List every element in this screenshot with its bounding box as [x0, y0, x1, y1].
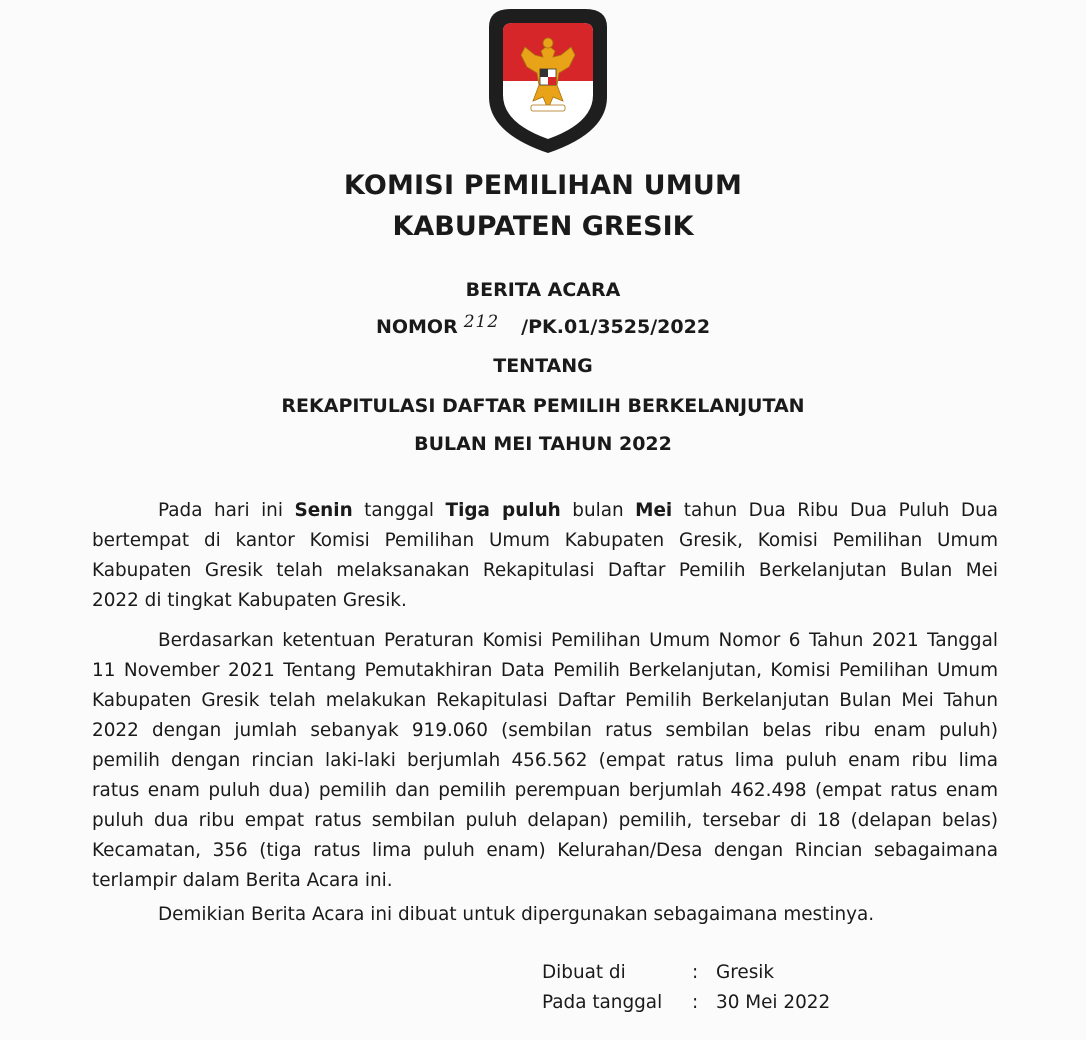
paragraph-details [92, 626, 998, 896]
paragraph-line: Kabupaten Gresik telah melaksanakan Rekapitulasi Daftar Pemilih Berkelanjutan Bulan Mei [92, 560, 998, 581]
place-colon: : [692, 962, 699, 983]
nomor-suffix: /PK.01/3525/2022 [521, 316, 711, 338]
handwritten-number: 212 [463, 312, 500, 332]
document-number [0, 312, 1086, 338]
text-run: tahun Dua Ribu Dua Puluh Dua [672, 500, 999, 521]
subject-line-2: BULAN MEI TAHUN 2022 [414, 433, 672, 455]
nomor-label: NOMOR [375, 316, 458, 338]
institution-region: KABUPATEN GRESIK [392, 211, 694, 242]
signature-place-row [542, 958, 774, 988]
paragraph-line: pemilih dengan rincian laki-laki berjumlah 456.562 (empat ratus lima puluh enam ribu lima [92, 750, 998, 771]
document-type: BERITA ACARA [465, 279, 621, 301]
date-words: Tiga puluh [445, 500, 561, 521]
signature-date-row [542, 988, 830, 1018]
day-name: Senin [294, 500, 353, 521]
date-colon: : [692, 992, 699, 1013]
kpu-emblem-icon [481, 5, 615, 155]
text-run: tanggal [352, 500, 446, 521]
paragraph-line: 2022 di tingkat Kabupaten Gresik. [92, 590, 407, 611]
subject-line-1: REKAPITULASI DAFTAR PEMILIH BERKELANJUTAN [281, 395, 805, 417]
paragraph-line: Berdasarkan ketentuan Peraturan Komisi Pemilihan Umum Nomor 6 Tahun 2021 Tanggal [158, 630, 998, 651]
place-label: Dibuat di [542, 962, 626, 983]
paragraph-line: ratus enam puluh dua) pemilih dan pemilih perempuan berjumlah 462.498 (empat ratus enam [92, 780, 998, 801]
date-value: 30 Mei 2022 [716, 992, 831, 1013]
paragraph-line: terlampir dalam Berita Acara ini. [92, 870, 393, 891]
paragraph-line: puluh dua ribu empat ratus sembilan puluh delapan) pemilih, tersebar di 18 (delapan belas) [92, 810, 998, 831]
paragraph-line [92, 496, 998, 526]
paragraph-line: 2022 dengan jumlah sebanyak 919.060 (sembilan ratus sembilan belas ribu enam puluh) [92, 720, 998, 741]
month-name: Mei [635, 500, 673, 521]
paragraph-closing: Demikian Berita Acara ini dibuat untuk dipergunakan sebagaimana mestinya. [158, 904, 875, 925]
tentang-label: TENTANG [493, 355, 593, 377]
paragraph-line: Kecamatan, 356 (tiga ratus lima puluh enam) Kelurahan/Desa dengan Rincian sebagaimana [92, 840, 998, 861]
paragraph-line: Kabupaten Gresik telah melakukan Rekapitulasi Daftar Pemilih Berkelanjutan Bulan Mei Tahun [92, 690, 998, 711]
date-label: Pada tanggal [542, 992, 663, 1013]
paragraph-line: bertempat di kantor Komisi Pemilihan Umum Kabupaten Gresik, Komisi Pemilihan Umum [92, 530, 998, 551]
institution-name: KOMISI PEMILIHAN UMUM [343, 170, 743, 201]
paragraph-opening [92, 496, 998, 616]
text-run: bulan [560, 500, 636, 521]
paragraph-line: 11 November 2021 Tentang Pemutakhiran Data Pemilih Berkelanjutan, Komisi Pemilihan Umum [92, 660, 998, 681]
text-run: Pada hari ini [158, 500, 295, 521]
kpu-logo [481, 5, 615, 155]
place-value: Gresik [716, 962, 775, 983]
